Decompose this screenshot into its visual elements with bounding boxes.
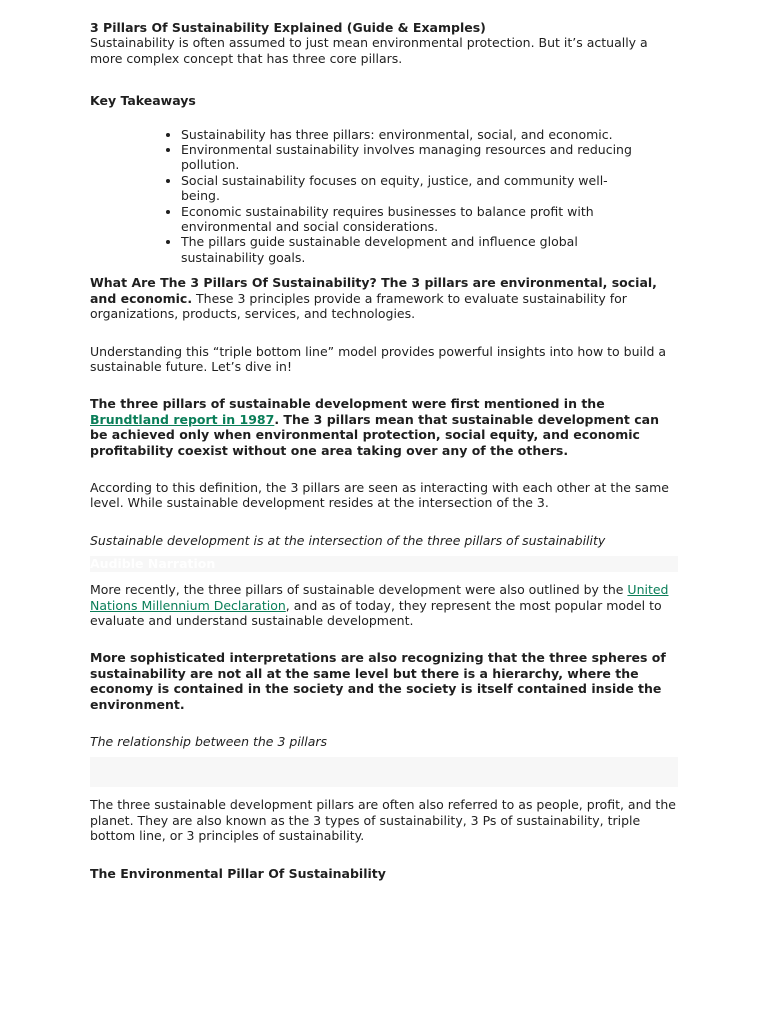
intro-paragraph: Sustainability is often assumed to just mean environmental protection. But it’s actually a more complex concept that has three core pillars.	[90, 35, 648, 66]
relationship-figure-placeholder	[90, 757, 678, 787]
relationship-caption: The relationship between the 3 pillars	[90, 734, 328, 749]
un-millennium-declaration-link[interactable]: United Nations Millennium Declaration	[90, 582, 669, 613]
people-profit-planet-paragraph: The three sustainable development pillars are often also referred to as people, profit, and the planet. They are also known as the 3 types of sustainability, 3 Ps of sustainability, triple bottom line, or 3 principles of sustainability.	[90, 797, 676, 844]
list-item: • The pillars guide sustainable development and influence global sustainability goals.	[181, 234, 678, 265]
definition-paragraph: According to this definition, the 3 pillars are seen as interacting with each other at the same level. While sustainable development resides at the intersection of the 3.	[90, 479, 669, 511]
list-item: • Sustainability has three pillars: environmental, social, and economic.	[181, 127, 678, 142]
article-title: 3 Pillars Of Sustainability Explained (Guide & Examples)	[90, 20, 486, 35]
key-takeaways-heading: Key Takeaways	[90, 93, 196, 109]
intersection-caption: Sustainable development is at the intersection of the three pillars of sustainability	[90, 532, 606, 548]
what-are-pillars-paragraph	[90, 275, 678, 321]
brundtland-post: . The 3 pillars mean that sustainable development can be achieved only when environmental protection, social equity, and economic profitability coexist without one area taking over any of the others.	[90, 411, 659, 458]
un-post: , and as of today, they represent the most popular model to evaluate and understand sustainable development.	[90, 597, 662, 628]
audio-narration-bar[interactable]	[90, 556, 678, 572]
triple-bottom-line-paragraph: Understanding this “triple bottom line” model provides powerful insights into how to build a sustainable future. Let’s dive in!	[90, 343, 667, 374]
un-pre: More recently, the three pillars of sustainable development were also outlined by the	[90, 582, 628, 598]
brundtland-report-link[interactable]: Brundtland report in 1987	[90, 411, 275, 427]
list-item: • Economic sustainability requires businesses to balance profit with environmental and social considerations.	[181, 204, 678, 235]
what-are-pillars-lead: What Are The 3 Pillars Of Sustainability? The 3 pillars are environmental, social, and economic.	[90, 275, 657, 306]
brundtland-paragraph	[90, 396, 678, 458]
audio-narration-label: Audible Narration	[90, 556, 216, 572]
un-declaration-paragraph	[90, 582, 678, 628]
brundtland-pre: The three pillars of sustainable development were first mentioned in the	[90, 396, 605, 412]
list-item: • Environmental sustainability involves managing resources and reducing pollution.	[181, 142, 678, 173]
list-item: • Social sustainability focuses on equity, justice, and community well-being.	[181, 173, 678, 204]
key-takeaways-list	[90, 127, 678, 266]
hierarchy-paragraph: More sophisticated interpretations are also recognizing that the three spheres of sustainability are not all at the same level but there is a hierarchy, where the economy is contained in the society and the society is itself contained inside the environment.	[90, 650, 666, 712]
environmental-pillar-heading: The Environmental Pillar Of Sustainability	[90, 865, 386, 881]
what-are-pillars-rest: These 3 principles provide a framework to evaluate sustainability for organizations, products, services, and technologies.	[90, 290, 627, 322]
